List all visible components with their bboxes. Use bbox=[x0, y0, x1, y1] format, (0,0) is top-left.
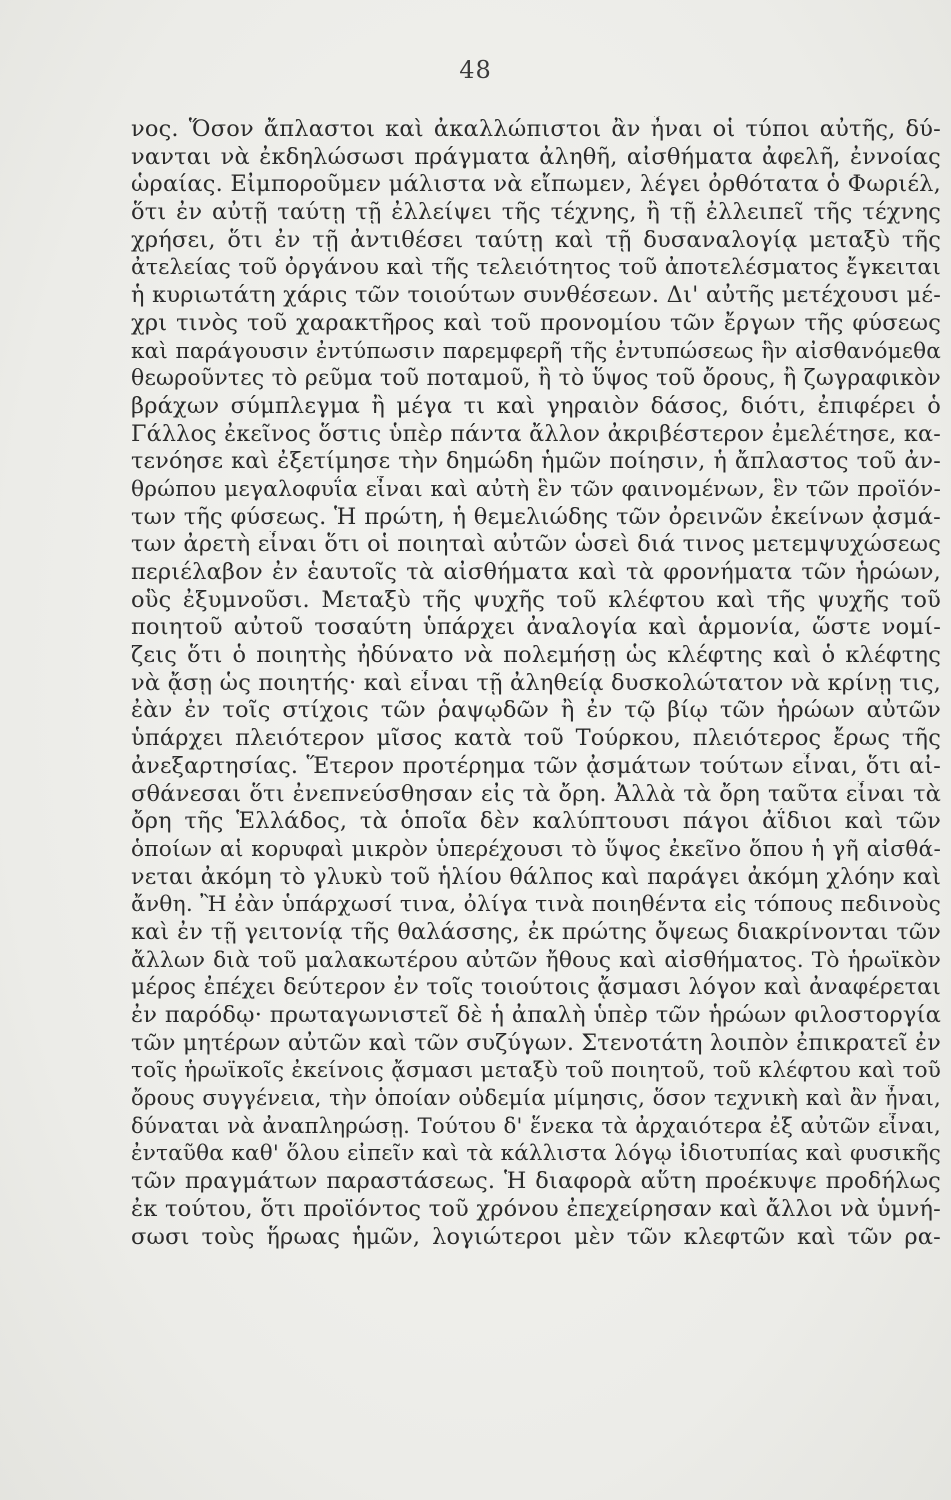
text-line: ποιητοῦ αὐτοῦ τοσαύτη ὑπάρχει ἀναλογία καὶ ἁρμονία, ὥστε νομί- bbox=[131, 614, 941, 641]
text-line: ζεις ὅτι ὁ ποιητὴς ἠδύνατο νὰ πολεμήσῃ ὡς κλέφτης καὶ ὁ κλέφτης bbox=[131, 642, 941, 669]
text-line: δύναται νὰ ἀναπληρώσῃ. Τούτου δ' ἕνεκα τὰ ἀρχαιότερα ἐξ αὐτῶν εἶναι, bbox=[131, 1113, 941, 1139]
text-line: ὄρους συγγένεια, τὴν ὁποίαν οὐδεμία μίμησις, ὅσον τεχνικὴ καὶ ἂν ἦναι, bbox=[131, 1086, 941, 1112]
text-line: σθάνεσαι ὅτι ἐνεπνεύσθησαν εἰς τὰ ὄρη. Ἀλλὰ τὰ ὄρη ταῦτα εἶναι τὰ bbox=[131, 780, 941, 807]
text-line: χρήσει, ὅτι ἐν τῇ ἀντιθέσει ταύτῃ καὶ τῇ δυσαναλογίᾳ μεταξὺ τῆς bbox=[131, 226, 941, 253]
text-line: θρώπου μεγαλοφυΐα εἶναι καὶ αὐτὴ ἓν τῶν φαινομένων, ἓν τῶν προϊόν- bbox=[131, 476, 941, 502]
text-line: Γάλλος ἐκεῖνος ὅστις ὑπὲρ πάντα ἄλλον ἀκριβέστερον ἐμελέτησε, κα- bbox=[131, 420, 941, 447]
text-line: τοῖς ἡρωϊκοῖς ἐκείνοις ᾄσμασι μεταξὺ τοῦ ποιητοῦ, τοῦ κλέφτου καὶ τοῦ bbox=[131, 1058, 941, 1084]
text-line: ὡραίας. Εἰμποροῦμεν μάλιστα νὰ εἴπωμεν, λέγει ὀρθότατα ὁ Φωριέλ, bbox=[131, 171, 941, 198]
text-line: βράχων σύμπλεγμα ἢ μέγα τι καὶ γηραιὸν δάσος, διότι, ἐπιφέρει ὁ bbox=[131, 392, 941, 419]
text-line: των τῆς φύσεως. Ἡ πρώτη, ἡ θεμελιώδης τῶν ὀρεινῶν ἐκείνων ᾀσμά- bbox=[131, 503, 941, 530]
text-line: νὰ ᾄσῃ ὡς ποιητής· καὶ εἶναι τῇ ἀληθείᾳ δυσκολώτατον νὰ κρίνῃ τις, bbox=[131, 669, 941, 696]
text-line: ὄρη τῆς Ἑλλάδος, τὰ ὁποῖα δὲν καλύπτουσι πάγοι ἀΐδιοι καὶ τῶν bbox=[131, 808, 941, 835]
text-line: ἀτελείας τοῦ ὀργάνου καὶ τῆς τελειότητος τοῦ ἀποτελέσματος ἔγκειται bbox=[131, 255, 941, 281]
text-line: τῶν μητέρων αὐτῶν καὶ τῶν συζύγων. Στενοτάτη λοιπὸν ἐπικρατεῖ ἐν bbox=[131, 1029, 941, 1056]
text-line: θεωροῦντες τὸ ρεῦμα τοῦ ποταμοῦ, ἢ τὸ ὕψος τοῦ ὄρους, ἢ ζωγραφικὸν bbox=[131, 366, 941, 392]
text-line: νος. Ὅσον ἄπλαστοι καὶ ἀκαλλώπιστοι ἂν ἦναι οἱ τύποι αὐτῆς, δύ- bbox=[131, 116, 941, 142]
text-line: νανται νὰ ἐκδηλώσωσι πράγματα ἀληθῆ, αἰσθήματα ἀφελῆ, ἐννοίας bbox=[131, 143, 941, 170]
body-text bbox=[131, 116, 941, 1251]
text-line: σωσι τοὺς ἥρωας ἡμῶν, λογιώτεροι μὲν τῶν κλεφτῶν καὶ τῶν ρα- bbox=[131, 1223, 941, 1250]
text-line: μέρος ἐπέχει δεύτερον ἐν τοῖς τοιούτοις ᾄσμασι λόγον καὶ ἀναφέρεται bbox=[131, 975, 941, 1001]
text-line: νεται ἀκόμη τὸ γλυκὺ τοῦ ἡλίου θάλπος καὶ παράγει ἀκόμη χλόην καὶ bbox=[131, 863, 941, 890]
text-line: ἀνεξαρτησίας. Ἕτερον προτέρημα τῶν ᾀσμάτων τούτων εἶναι, ὅτι αἰ- bbox=[131, 752, 941, 779]
text-line: ὅτι ἐν αὐτῇ ταύτῃ τῇ ἐλλείψει τῆς τέχνης, ἢ τῇ ἐλλειπεῖ τῆς τέχνης bbox=[131, 199, 941, 226]
text-line: ὁποίων αἱ κορυφαὶ μικρὸν ὑπερέχουσι τὸ ὕψος ἐκεῖνο ὅπου ἡ γῆ αἰσθά- bbox=[131, 836, 941, 862]
text-line: ὑπάρχει πλειότερον μῖσος κατὰ τοῦ Τούρκου, πλειότερος ἔρως τῆς bbox=[131, 725, 941, 752]
text-line: ἄλλων διὰ τοῦ μαλακωτέρου αὐτῶν ἤθους καὶ αἰσθήματος. Τὸ ἡρωϊκὸν bbox=[131, 947, 941, 973]
text-line: ἐὰν ἐν τοῖς στίχοις τῶν ῥαψῳδῶν ἢ ἐν τῷ βίῳ τῶν ἡρώων αὐτῶν bbox=[131, 697, 941, 724]
text-line: καὶ παράγουσιν ἐντύπωσιν παρεμφερῆ τῆς ἐντυπώσεως ἣν αἰσθανόμεθα bbox=[131, 338, 941, 364]
text-line: τῶν πραγμάτων παραστάσεως. Ἡ διαφορὰ αὕτη προέκυψε προδήλως bbox=[131, 1168, 941, 1195]
page-number: 48 bbox=[459, 56, 492, 84]
text-line: οὓς ἐξυμνοῦσι. Μεταξὺ τῆς ψυχῆς τοῦ κλέφτου καὶ τῆς ψυχῆς τοῦ bbox=[131, 586, 941, 613]
text-line: καὶ ἐν τῇ γειτονίᾳ τῆς θαλάσσης, ἐκ πρώτης ὄψεως διακρίνονται τῶν bbox=[131, 918, 941, 945]
text-line: ἐκ τούτου, ὅτι προϊόντος τοῦ χρόνου ἐπεχείρησαν καὶ ἄλλοι νὰ ὑμνή- bbox=[131, 1195, 941, 1222]
text-line: χρι τινὸς τοῦ χαρακτῆρος καὶ τοῦ προνομίου τῶν ἔργων τῆς φύσεως bbox=[131, 309, 941, 336]
text-line: περιέλαβον ἐν ἑαυτοῖς τὰ αἰσθήματα καὶ τὰ φρονήματα τῶν ἡρώων, bbox=[131, 559, 941, 585]
text-line: ἡ κυριωτάτη χάρις τῶν τοιούτων συνθέσεων. Δι' αὐτῆς μετέχουσι μέ- bbox=[131, 282, 941, 309]
text-line: τενόησε καὶ ἐξετίμησε τὴν δημώδη ἡμῶν ποίησιν, ἡ ἄπλαστος τοῦ ἀν- bbox=[131, 448, 941, 475]
text-line: των ἀρετὴ εἶναι ὅτι οἱ ποιηταὶ αὐτῶν ὡσεὶ διά τινος μετεμψυχώσεως bbox=[131, 531, 941, 558]
text-line: ἄνθη. Ἢ ἐὰν ὑπάρχωσί τινα, ὀλίγα τινὰ ποιηθέντα εἰς τόπους πεδινοὺς bbox=[131, 892, 941, 918]
text-line: ἐν παρόδῳ· πρωταγωνιστεῖ δὲ ἡ ἀπαλὴ ὑπὲρ τῶν ἡρώων φιλοστοργία bbox=[131, 1002, 941, 1028]
text-line: ἐνταῦθα καθ' ὅλου εἰπεῖν καὶ τὰ κάλλιστα λόγῳ ἰδιοτυπίας καὶ φυσικῆς bbox=[131, 1141, 941, 1167]
